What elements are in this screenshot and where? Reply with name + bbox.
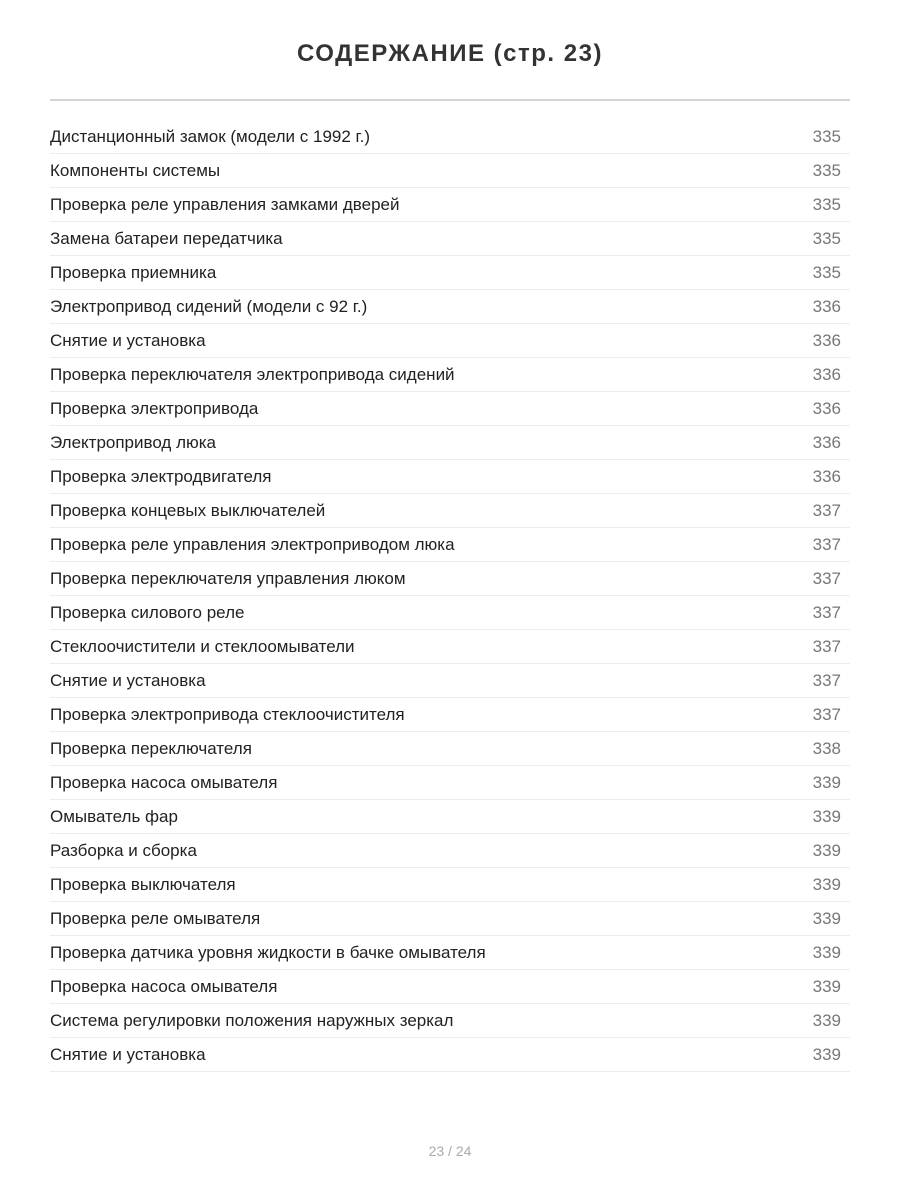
toc-entry-page-number: 339	[812, 772, 841, 792]
toc-entry-page-number: 339	[812, 1044, 841, 1064]
toc-entry-page-number: 338	[812, 738, 841, 758]
toc-entry-page-number: 335	[812, 126, 841, 146]
toc-entry[interactable]	[50, 324, 850, 358]
toc-entry-page-number: 335	[812, 228, 841, 248]
toc-entry[interactable]	[50, 154, 850, 188]
toc-entry[interactable]	[50, 936, 850, 970]
toc-entry-page-number: 337	[812, 636, 841, 656]
toc-entry[interactable]	[50, 834, 850, 868]
toc-list	[50, 120, 850, 1072]
toc-entry-title: Проверка концевых выключателей	[50, 500, 326, 520]
toc-entry-title: Снятие и установка	[50, 1044, 206, 1064]
toc-entry-page-number: 337	[812, 670, 841, 690]
toc-entry-page-number: 335	[812, 262, 841, 282]
toc-entry-title: Электропривод люка	[50, 432, 217, 452]
toc-entry-title: Проверка переключателя	[50, 738, 252, 758]
toc-entry-title: Проверка переключателя электропривода сидений	[50, 364, 455, 384]
toc-entry[interactable]	[50, 596, 850, 630]
toc-entry[interactable]	[50, 664, 850, 698]
toc-entry[interactable]	[50, 902, 850, 936]
toc-entry-title: Проверка насоса омывателя	[50, 976, 278, 996]
toc-entry-page-number: 337	[812, 704, 841, 724]
toc-entry[interactable]	[50, 494, 850, 528]
title-divider	[50, 99, 850, 101]
toc-entry-title: Проверка электропривода стеклоочистителя	[50, 704, 405, 724]
toc-entry-page-number: 339	[812, 806, 841, 826]
toc-entry[interactable]	[50, 460, 850, 494]
toc-entry-title: Проверка реле управления замками дверей	[50, 194, 400, 214]
toc-entry-title: Проверка реле омывателя	[50, 908, 261, 928]
toc-entry[interactable]	[50, 1004, 850, 1038]
toc-entry-page-number: 337	[812, 602, 841, 622]
toc-entry[interactable]	[50, 528, 850, 562]
toc-entry-title: Проверка приемника	[50, 262, 217, 282]
toc-entry-title: Компоненты системы	[50, 160, 221, 180]
toc-entry[interactable]	[50, 222, 850, 256]
toc-entry-page-number: 336	[812, 364, 841, 384]
toc-entry[interactable]	[50, 392, 850, 426]
page-indicator: 23 / 24	[428, 1143, 472, 1159]
toc-entry-page-number: 335	[812, 194, 841, 214]
toc-entry-page-number: 339	[812, 976, 841, 996]
toc-entry-title: Замена батареи передатчика	[50, 228, 283, 248]
toc-entry[interactable]	[50, 630, 850, 664]
toc-entry-page-number: 339	[812, 840, 841, 860]
toc-entry-page-number: 336	[812, 432, 841, 452]
toc-entry-page-number: 337	[812, 500, 841, 520]
toc-entry-title: Разборка и сборка	[50, 840, 197, 860]
toc-entry[interactable]	[50, 698, 850, 732]
toc-entry-title: Проверка выключателя	[50, 874, 236, 894]
toc-entry[interactable]	[50, 358, 850, 392]
toc-entry-page-number: 336	[812, 466, 841, 486]
toc-entry[interactable]	[50, 1038, 850, 1072]
toc-entry-title: Проверка датчика уровня жидкости в бачке омывателя	[50, 942, 486, 962]
toc-entry-page-number: 339	[812, 942, 841, 962]
toc-entry-title: Омыватель фар	[50, 806, 178, 826]
toc-entry[interactable]	[50, 800, 850, 834]
toc-entry-title: Проверка электродвигателя	[50, 466, 272, 486]
toc-entry-title: Электропривод сидений (модели с 92 г.)	[50, 296, 368, 316]
toc-entry-title: Проверка реле управления электроприводом люка	[50, 534, 455, 554]
toc-entry[interactable]	[50, 290, 850, 324]
toc-entry[interactable]	[50, 868, 850, 902]
toc-entry-page-number: 335	[812, 160, 841, 180]
toc-entry-page-number: 337	[812, 534, 841, 554]
toc-entry[interactable]	[50, 256, 850, 290]
toc-entry-title: Система регулировки положения наружных зеркал	[50, 1010, 454, 1030]
toc-entry-title: Дистанционный замок (модели с 1992 г.)	[50, 126, 371, 146]
toc-entry-title: Проверка насоса омывателя	[50, 772, 278, 792]
toc-entry-page-number: 337	[812, 568, 841, 588]
toc-entry-title: Стеклоочистители и стеклоомыватели	[50, 636, 355, 656]
toc-entry-page-number: 339	[812, 908, 841, 928]
toc-entry[interactable]	[50, 120, 850, 154]
toc-entry[interactable]	[50, 970, 850, 1004]
toc-entry-page-number: 336	[812, 330, 841, 350]
toc-entry-page-number: 336	[812, 398, 841, 418]
toc-entry[interactable]	[50, 188, 850, 222]
toc-entry-page-number: 339	[812, 1010, 841, 1030]
toc-entry-page-number: 336	[812, 296, 841, 316]
toc-entry[interactable]	[50, 732, 850, 766]
toc-entry[interactable]	[50, 562, 850, 596]
toc-entry-title: Снятие и установка	[50, 670, 206, 690]
page-title: СОДЕРЖАНИЕ (стр. 23)	[297, 40, 603, 67]
toc-entry-page-number: 339	[812, 874, 841, 894]
toc-entry-title: Проверка силового реле	[50, 602, 245, 622]
toc-entry[interactable]	[50, 766, 850, 800]
toc-entry-title: Проверка переключателя управления люком	[50, 568, 406, 588]
toc-entry-title: Проверка электропривода	[50, 398, 259, 418]
toc-entry-title: Снятие и установка	[50, 330, 206, 350]
toc-entry[interactable]	[50, 426, 850, 460]
